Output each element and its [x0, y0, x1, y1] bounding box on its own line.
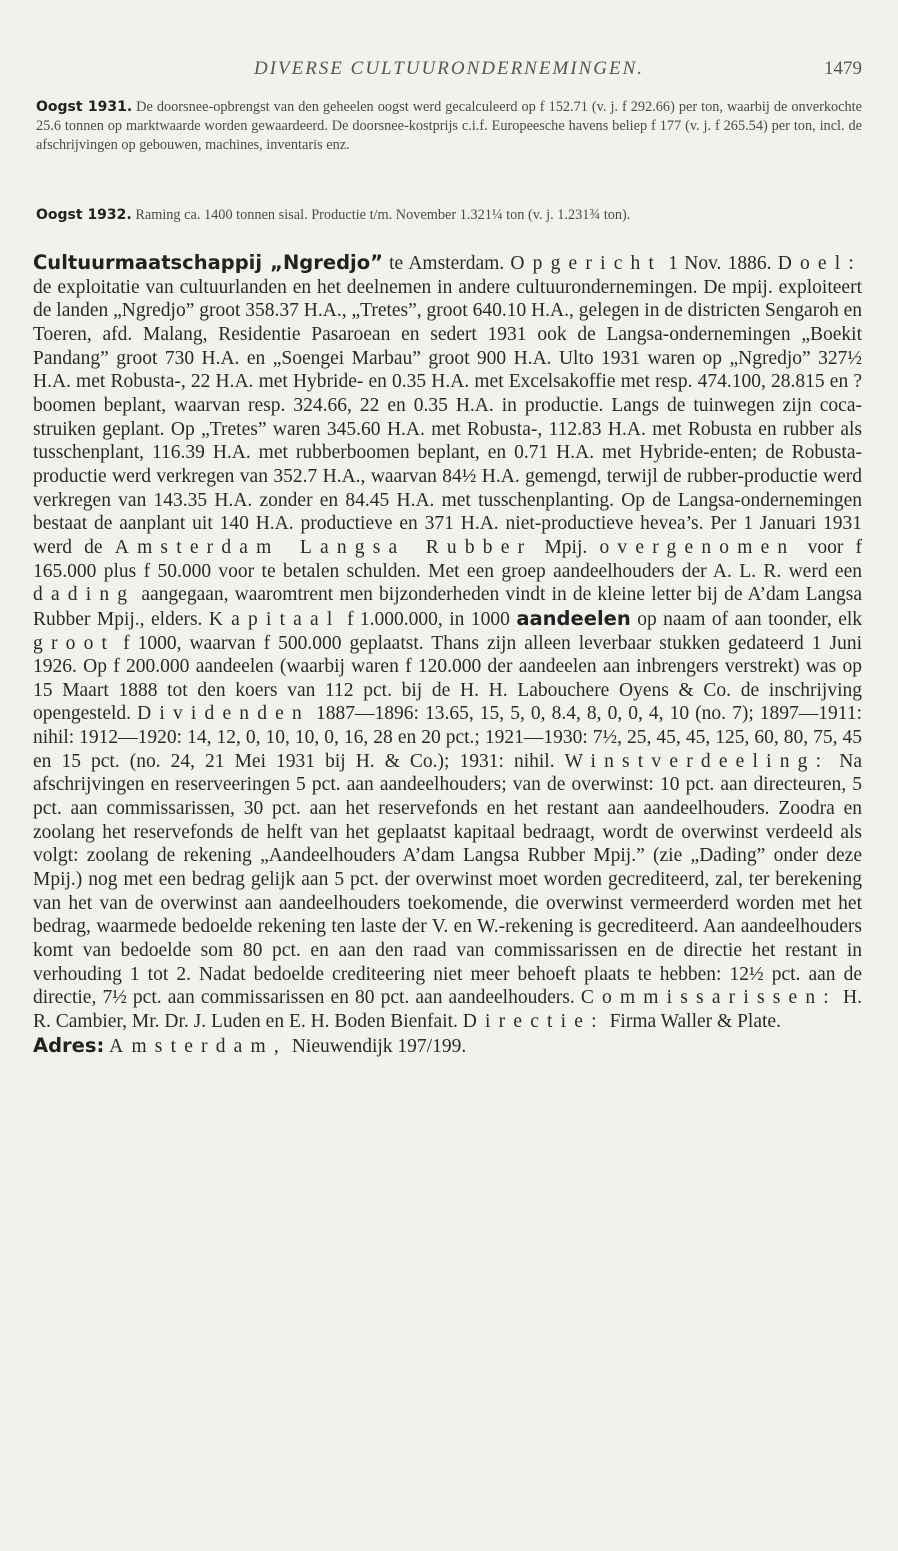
settlement-text: aangegaan, waaromtrent men bijzonderheden vindt in de kleine letter bij de A’dam Langsa Rubber Mpij., elders.	[33, 584, 862, 630]
page-header	[36, 58, 862, 88]
address-label: Adres:	[33, 1033, 105, 1057]
address-text: Nieuwendijk 197/199.	[291, 1035, 467, 1057]
company-entry	[33, 251, 862, 1058]
dividends-label: Dividenden	[137, 703, 310, 725]
nominal-text: f 1000, waarvan f 500.000 geplaatst. Thans zijn alleen leverbaar stukken gedateerd 1 Juni 1926. Op f 200.000 aandeelen (waarbij waren f 120.000 der aandeelen aan inbrengers verstrekt) was op 15 Maart 1888 tot den koers van 112 pct. bij de H. H. Labouchere Oyens & Co. de inschrijving opengesteld.	[33, 632, 863, 725]
harvest-1931-label: Oogst 1931.	[36, 99, 133, 115]
harvest-1932-label: Oogst 1932.	[36, 207, 132, 223]
management-label: Directie:	[462, 1011, 605, 1032]
harvest-1932-paragraph	[36, 206, 862, 225]
commissioners-text: H. R. Cambier, Mr. Dr. J. Luden en E. H. Boden Bienfait.	[33, 987, 862, 1032]
capital-text: f 1.000.000, in 1000	[346, 608, 510, 630]
taken-over-label: overgenomen	[599, 536, 796, 558]
address-city: Amsterdam,	[109, 1035, 287, 1057]
shares-label: aandeelen	[516, 606, 631, 630]
dividends-text: 1887—1896: 13.65, 15, 5, 0, 8.4, 8, 0, 0, 4, 10 (no. 7); 1897—1911: nihil: 1912—1920: 14, 12, 0, 10, 10, 0, 16, 28 en 20 pct.; 1921—1930: 7½, 25, 45, 45, 125, 60, 80, 75, 45 en 15 pct. (no. 24, 21 Mei 1931 bij H. & Co.); 1931: nihil.	[33, 703, 863, 772]
nominal-label: groot	[33, 632, 116, 654]
company-name: Cultuurmaatschappij „Ngredjo”	[33, 251, 383, 274]
harvest-1931-paragraph	[36, 98, 862, 155]
running-head: DIVERSE CULTUURONDERNEMINGEN.	[253, 58, 645, 79]
purpose-text: de exploitatie van cultuurlanden en het deelnemen in andere cultuurondernemingen. De mpij. exploiteert de landen „Ngredjo” groot 358.37 H.A., „Tretes”, groot 640.10 H.A., gelegen in de districten Sengaroh en Toeren, afd. Malang, Residentie Pasaroean en sedert 1931 ook de Langsa-ondernemingen „Boekit Pandang” groot 730 H.A. en „Soengei Marbau” groot 900 H.A. Ulto 1931 waren op „Ngredjo” 327½ H.A. met Robusta-, 22 H.A. met Hybride- en 0.35 H.A. met Excelsakoffie met resp. 474.100, 28.815 en ? boomen beplant, waarvan resp. 324.66, 22 en 0.35 H.A. in productie. Langs de tuinwegen zijn coca-struiken geplant. Op „Tretes” waren 345.60 H.A. met Robusta-, 112.83 H.A. met Robusta en rubber als tusschenplant, 116.39 H.A. met rubberboomen beplant, en 0.71 H.A. met Hybride-enten; de Robusta-productie werd verkregen van 352.7 H.A., waarvan 84½ H.A. gemengd, terwijl de rubber-productie werd verkregen van 143.35 H.A. zonder en 84.45 H.A. met tusschenplanting. Op de Langsa-ondernemingen bestaat de aanplant uit 140 H.A. productieve en 371 H.A. niet-productieve hevea’s. Per 1 Januari 1931 werd de	[33, 276, 862, 558]
profit-distribution-label: Winstverdeeling:	[564, 750, 830, 772]
settlement-label: dading	[33, 584, 136, 606]
company-location: te Amsterdam.	[389, 253, 505, 274]
purpose-label: Doel:	[777, 253, 862, 274]
commissioners-label: Commissarissen:	[580, 987, 837, 1009]
taken-over-text: voor f 165.000 plus f 50.000 voor te betalen schulden. Met een groep aandeelhouders der A. L. R. werd een	[33, 536, 862, 582]
founded-text: 1 Nov. 1886.	[668, 253, 772, 274]
harvest-1931-text: De doorsnee-opbrengst van den geheelen oogst werd gecalculeerd op f 152.71 (v. j. f 292.66) per ton, waarbij de onverkochte 25.6 tonnen op marktwaarde worden gewaardeerd. De doorsnee-kostprijs c.i.f. Europeesche havens beliep f 177 (v. j. f 265.54) per ton, incl. de afschrijvingen op gebouwen, machines, inventaris enz.	[36, 99, 862, 153]
mpij-text: Mpij.	[544, 536, 588, 558]
shares-text: op naam of aan toonder, elk	[637, 608, 863, 630]
management-text: Firma Waller & Plate.	[609, 1011, 781, 1032]
capital-label: Kapitaal	[208, 608, 341, 630]
page-number: 1479	[824, 58, 862, 79]
founded-label: Opgericht	[510, 253, 663, 274]
harvest-1932-text: Raming ca. 1400 tonnen sisal. Productie t/m. November 1.321¼ ton (v. j. 1.231¾ ton).	[135, 207, 631, 223]
acquired-company-name: Amsterdam Langsa Rubber	[114, 536, 533, 558]
profit-distribution-text: Na afschrijvingen en reserveeringen 5 pct. aan aandeelhouders; van de overwinst: 10 pct. aan directeuren, 5 pct. aan commissarissen, 30 pct. aan het reservefonds en het restant aan aandeelhouders. Zoodra en zoolang het reservefonds de helft van het geplaatst kapitaal bedraagt, wordt de overwinst verdeeld als volgt: zoolang de rekening „Aandeelhouders A’dam Langsa Rubber Mpij.” (zie „Dading” onder deze Mpij.) nog met een bedrag gelijk aan 5 pct. der overwinst moet worden gecrediteerd, zal, ter berekening van het van de overwinst aan aandeelhouders toekomende, die overwinst vermeerderd worden met het bedrag, waarmede bedoelde rekening ten laste der V. en W.-rekening is gecrediteerd. Aan aandeelhouders komt van bedoelde som 80 pct. en aan den raad van commissarissen en de directie het restant in verhouding 1 tot 2. Nadat bedoelde crediteering niet meer behoeft plaats te hebben: 12½ pct. aan de directie, 7½ pct. aan commissarissen en 80 pct. aan aandeelhouders.	[33, 750, 863, 1009]
